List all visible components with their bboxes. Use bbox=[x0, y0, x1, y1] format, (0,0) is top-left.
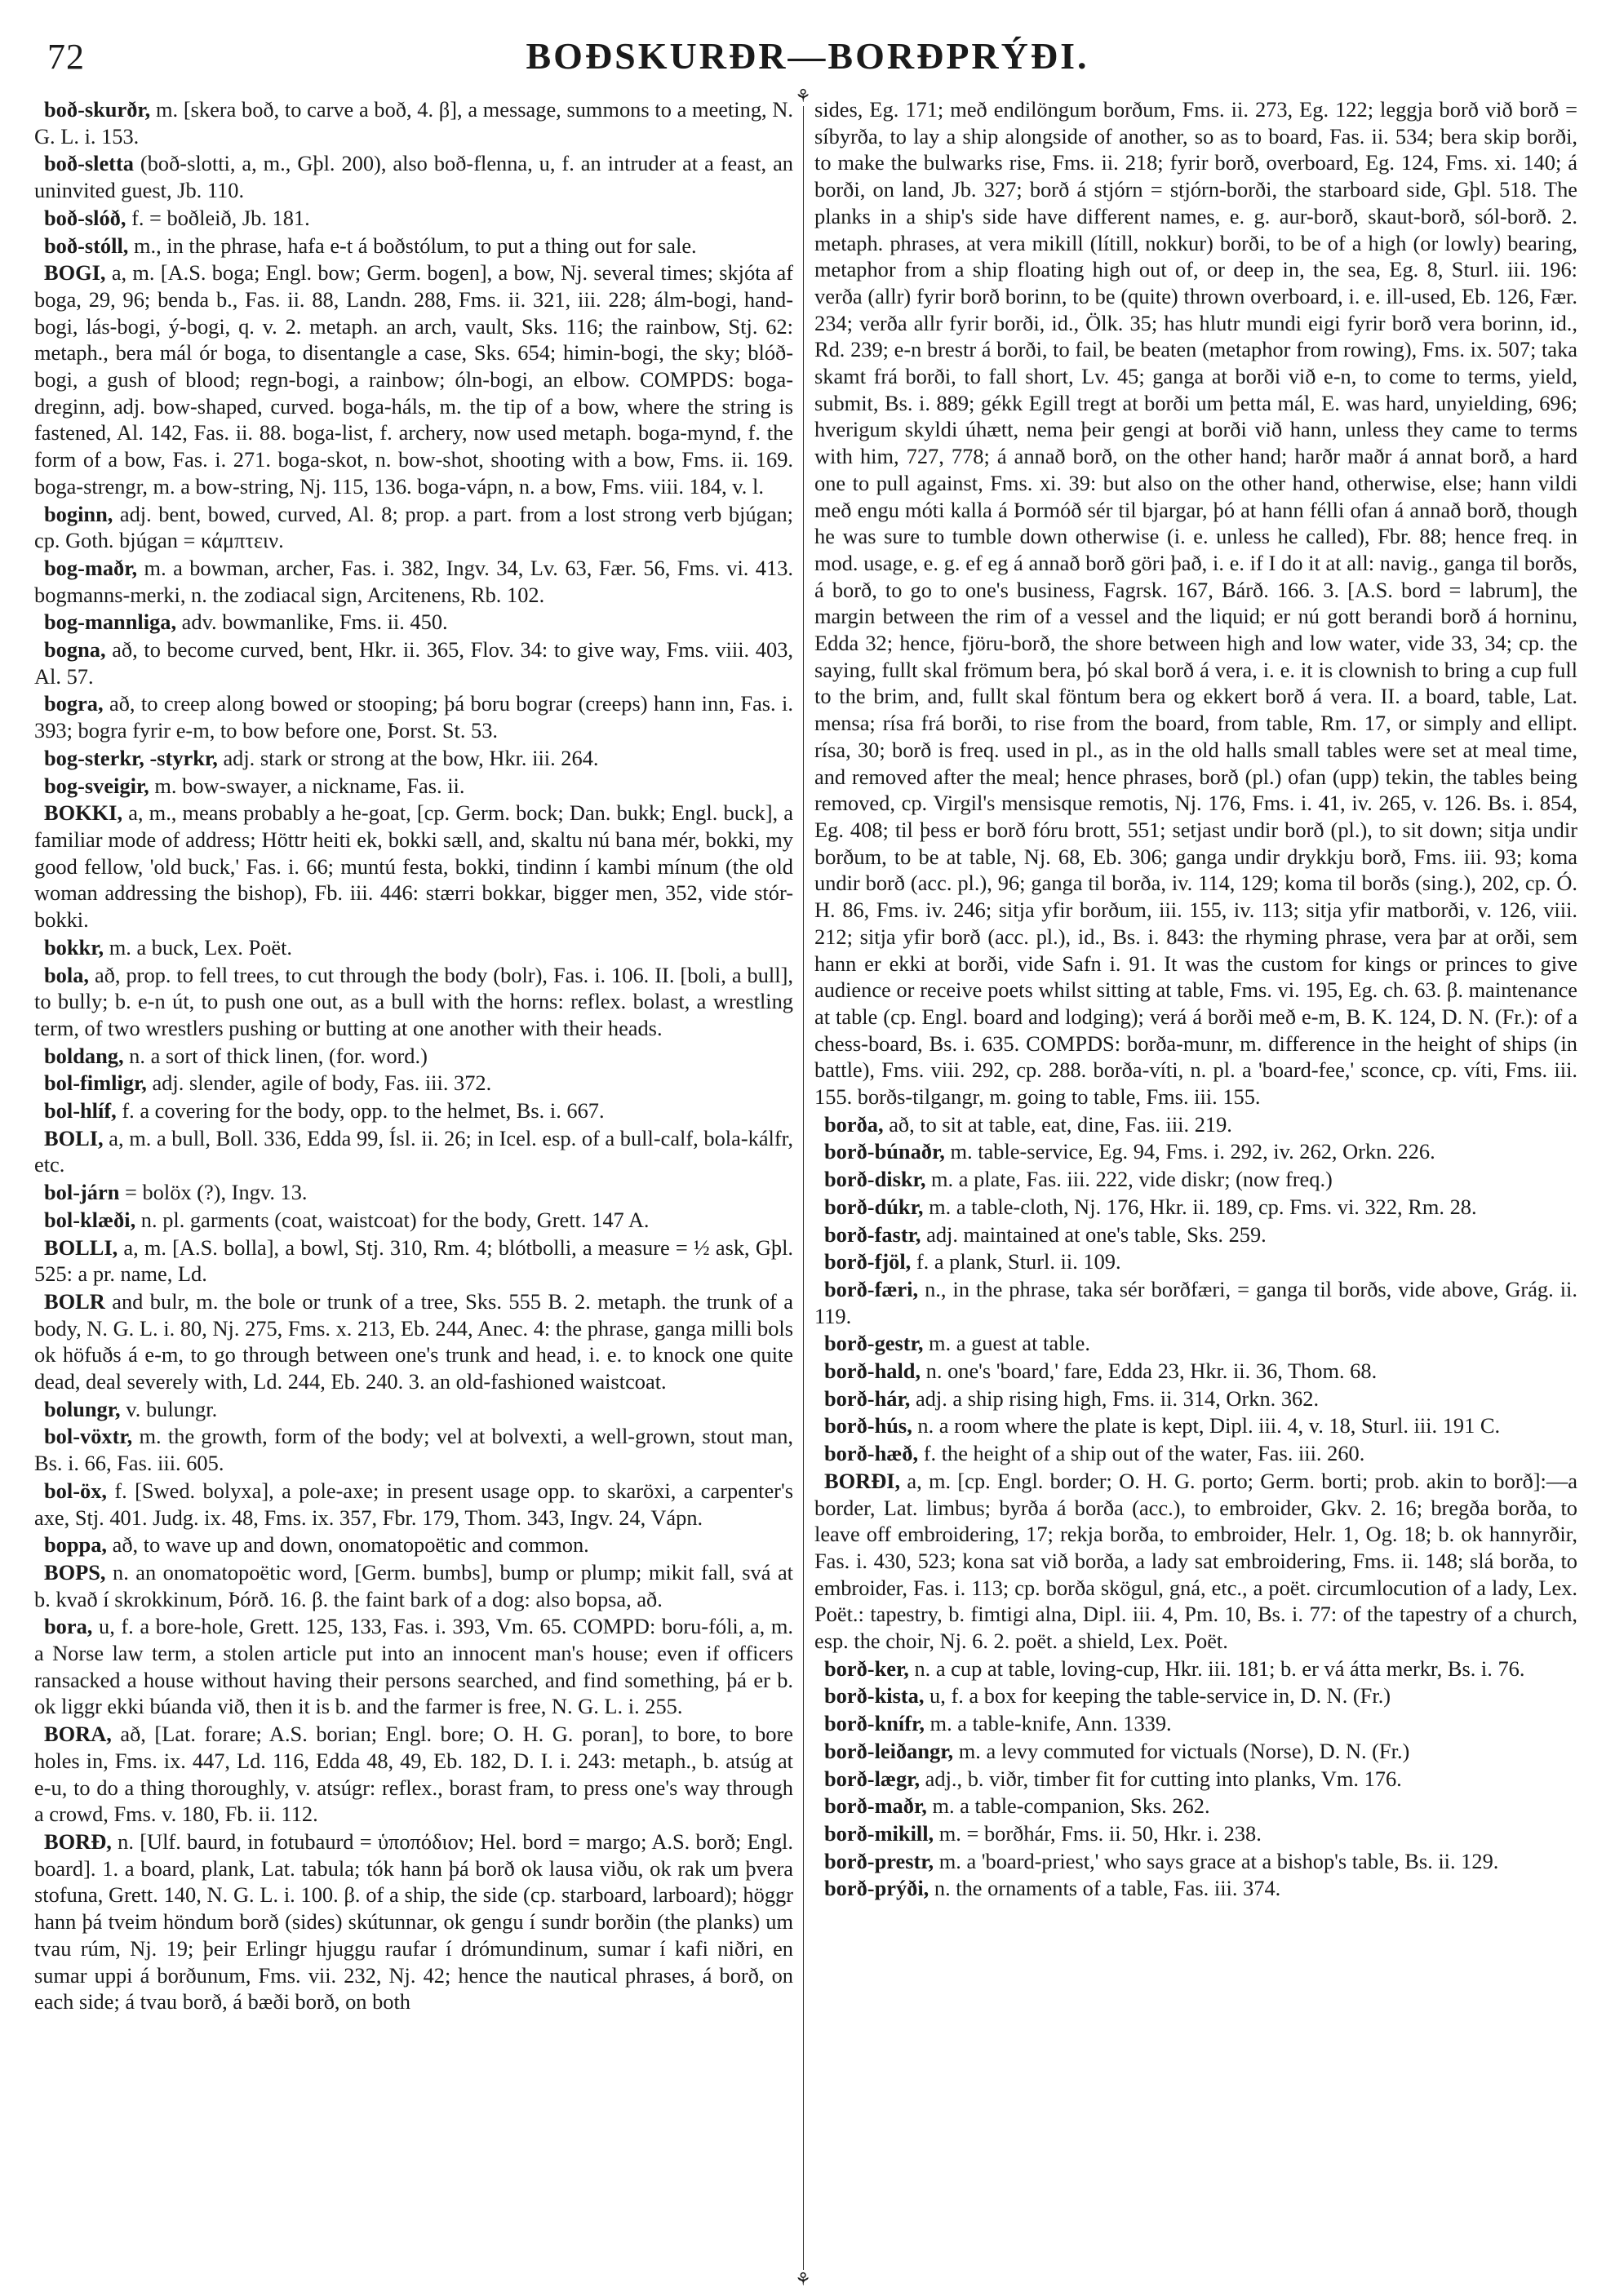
entry-definition: n., in the phrase, taka sér borðfæri, = ganga til borðs, vide above, Grág. ii. 119. bbox=[814, 1276, 1577, 1328]
dictionary-entry bbox=[34, 690, 793, 743]
entry-definition: m. the growth, form of the body; vel at bolvexti, a well-grown, stout man, Bs. i. 66, Fas. iii. 605. bbox=[34, 1424, 793, 1476]
entry-definition: n. an onomatopoëtic word, [Germ. bumbs], bump or plump; mikit fall, svá at b. kvað í skrokkinum, Þórð. 16. β. the faint bark of a dog: also bopsa, að. bbox=[34, 1559, 793, 1611]
entry-headword: boginn, bbox=[44, 501, 113, 526]
dictionary-entry bbox=[814, 1738, 1577, 1765]
entry-definition: f. a plank, Sturl. ii. 109. bbox=[916, 1249, 1121, 1274]
entry-headword: bog-mannliga, bbox=[44, 609, 177, 635]
entry-definition: m. bow-swayer, a nickname, Fas. ii. bbox=[154, 773, 465, 798]
entry-headword: borð-prýði, bbox=[824, 1876, 930, 1901]
dictionary-entry bbox=[814, 1194, 1577, 1221]
entry-headword: BORÐ, bbox=[44, 1829, 112, 1854]
entry-definition: adj. slender, agile of body, Fas. iii. 372. bbox=[152, 1070, 492, 1096]
entry-headword: borða, bbox=[824, 1111, 884, 1137]
entry-headword: bogna, bbox=[44, 637, 106, 663]
entry-headword: bol-vöxtr, bbox=[44, 1424, 133, 1449]
page-number: 72 bbox=[47, 37, 85, 77]
entry-headword: borð-knífr, bbox=[824, 1711, 925, 1736]
dictionary-entry bbox=[34, 150, 793, 203]
entry-headword: boð-skurðr, bbox=[44, 97, 151, 122]
entry-definition: m. [skera boð, to carve a boð, 4. β], a message, summons to a meeting, N. G. L. i. 153. bbox=[34, 97, 793, 148]
dictionary-entry bbox=[34, 1613, 793, 1720]
entry-headword: bol-járn bbox=[44, 1180, 120, 1205]
entry-definition: n. a cup at table, loving-cup, Hkr. iii. 181; b. er vá átta merkr, Bs. i. 76. bbox=[914, 1656, 1525, 1681]
entry-headword: borð-gestr, bbox=[824, 1331, 924, 1356]
entry-headword: borð-búnaðr, bbox=[824, 1139, 945, 1164]
entry-headword: borð-ker, bbox=[824, 1656, 909, 1681]
entry-definition: m. a guest at table. bbox=[929, 1331, 1090, 1356]
dictionary-entry bbox=[34, 636, 793, 689]
dictionary-entry bbox=[814, 1875, 1577, 1902]
entry-headword: borð-kista, bbox=[824, 1683, 925, 1709]
dictionary-entry bbox=[34, 1396, 793, 1423]
dictionary-entry bbox=[34, 1559, 793, 1612]
entry-definition: n. [Ulf. baurd, in fotubaurd = ὑποπόδιον; Hel. bord = margo; A.S. borð; Engl. board]. 1. a board, plank, Lat. tabula; tók hann þá borð ok lausa viðu, ok rak um þvera stofuna, Grett. 140, N. G. L. i. 100. β. of a ship, the side (cp. starboard, larboard); höggr hann þá tveim höndum borð (sides) skútunnar, ok gengu í sundr borðin (the planks) um tvau rúm, Nj. 19; þeir Erlingr hjuggu raufar í drómundinum, sumar í kafi niðri, en sumar uppi á borðunum, Fms. vii. 232, Nj. 42; hence the nautical phrases, á borð, on each side; á tvau borð, á bæði borð, on both bbox=[34, 1829, 793, 2015]
entry-headword: borð-leiðangr, bbox=[824, 1738, 954, 1763]
running-head: BOÐSKURÐR—BORÐPRÝÐI. bbox=[526, 35, 1089, 77]
dictionary-entry bbox=[34, 1097, 793, 1124]
entry-definition: adj., b. viðr, timber fit for cutting into planks, Vm. 176. bbox=[925, 1766, 1402, 1791]
entry-headword: boð-slóð, bbox=[44, 205, 126, 230]
dictionary-entry bbox=[814, 1358, 1577, 1385]
dictionary-entry bbox=[34, 96, 793, 149]
dictionary-entry bbox=[34, 962, 793, 1042]
dictionary-entry bbox=[814, 1385, 1577, 1412]
dictionary-entry bbox=[814, 1111, 1577, 1138]
left-column bbox=[34, 96, 793, 2283]
dictionary-entry bbox=[34, 205, 793, 232]
entry-definition: m. a table-companion, Sks. 262. bbox=[932, 1793, 1210, 1819]
entry-definition: a, m. [cp. Engl. border; O. H. G. porto; Germ. borti; prob. akin to borð]:—a border, Lat. limbus; byrða á borða (acc.), to embroider, Gkv. 2. 16; bregða borða, to leave off embroidering, 17; rekja borða, to embroider, Helr. 1, Og. 18; b. ok hannyrðir, Fas. i. 430, 523; kona sat við borða, a lady sat embroidering, Fms. ii. 148; slá borða, to embroider, Fas. i. 113; cp. borða skögul, gná, etc., a poët. circumlocution of a lady, Lex. Poët.: tapestry, b. fimtigi alna, Dipl. iii. 4, Pm. 10, Bs. i. 77: of the tapestry of a church, esp. the choir, Nj. 6. 2. poët. a shield, Lex. Poët. bbox=[814, 1468, 1577, 1654]
entry-definition: v. bulungr. bbox=[126, 1396, 218, 1421]
entry-headword: bol-klæði, bbox=[44, 1207, 136, 1232]
entry-definition: = bolöx (?), Ingv. 13. bbox=[124, 1180, 308, 1205]
entry-definition: adj. stark or strong at the bow, Hkr. iii. 264. bbox=[223, 745, 599, 770]
dictionary-entry bbox=[814, 1248, 1577, 1275]
dictionary-entry bbox=[814, 1221, 1577, 1248]
entry-definition: a, m. [A.S. boga; Engl. bow; Germ. bogen], a bow, Nj. several times; skjóta af boga, 29, 96; benda b., Fas. ii. 88, Landn. 288, Fms. ii. 321, iii. 228; álm-bogi, hand-bogi, lás-bogi, ý-bogi, q. v. 2. metaph. an arch, vault, Sks. 116; the rainbow, Stj. 62: metaph., bera mál ór boga, to disentangle a case, Sks. 654; himin-bogi, the sky; blóð-bogi, a gush of blood; regn-bogi, a rainbow; óln-bogi, an elbow. COMPDS: boga-dreginn, adj. bow-shaped, curved. boga-háls, m. the tip of a bow, where the string is fastened, Al. 142, Fas. ii. 88. boga-list, f. archery, now used metaph. boga-mynd, f. the form of a bow, Fas. i. 271. boga-skot, n. bow-shot, shooting with a bow, Fms. ii. 169. boga-strengr, m. a bow-string, Nj. 115, 136. boga-vápn, n. a bow, Fms. viii. 184, v. l. bbox=[34, 260, 793, 499]
entry-definition: n. a room where the plate is kept, Dipl. iii. 4, v. 18, Sturl. iii. 191 C. bbox=[917, 1413, 1501, 1438]
entry-headword: borð-hár, bbox=[824, 1385, 911, 1411]
dictionary-entry bbox=[814, 1656, 1577, 1682]
entry-headword: borð-hús, bbox=[824, 1413, 912, 1438]
entry-headword: borð-hæð, bbox=[824, 1441, 919, 1466]
entry-headword: borð-mikill, bbox=[824, 1821, 934, 1846]
dictionary-entry bbox=[34, 1721, 793, 1828]
entry-definition: n. the ornaments of a table, Fas. iii. 374. bbox=[934, 1876, 1281, 1901]
entry-definition: að, to creep along bowed or stooping; þá boru bograr (creeps) hann inn, Fas. i. 393; bogra fyrir e-m, to bow before one, Þorst. St. 53. bbox=[34, 691, 793, 743]
entry-headword: BOLR bbox=[44, 1288, 105, 1314]
entry-headword: BOGI, bbox=[44, 260, 106, 286]
entry-definition: adj. bent, bowed, curved, Al. 8; prop. a part. from a lost strong verb bjúgan; cp. Goth. bjúgan = κάμπτειν. bbox=[34, 501, 793, 553]
entry-definition: f. = boðleið, Jb. 181. bbox=[131, 205, 310, 230]
entry-headword: BOLI, bbox=[44, 1125, 104, 1150]
entry-definition: n. one's 'board,' fare, Edda 23, Hkr. ii. 36, Thom. 68. bbox=[925, 1359, 1378, 1384]
entry-definition: m. a buck, Lex. Poët. bbox=[109, 934, 293, 960]
entry-headword: bolungr, bbox=[44, 1396, 121, 1421]
dictionary-entry bbox=[814, 1412, 1577, 1439]
dictionary-entry bbox=[814, 1440, 1577, 1467]
dictionary-entry bbox=[34, 1288, 793, 1395]
entry-headword: bogra, bbox=[44, 691, 104, 716]
dictionary-entry bbox=[814, 1682, 1577, 1709]
entry-headword: borð-lægr, bbox=[824, 1766, 921, 1791]
entry-headword: bog-sterkr, -styrkr, bbox=[44, 745, 218, 770]
entry-definition: að, to become curved, bent, Hkr. ii. 365, Flov. 34: to give way, Fms. viii. 403, Al. 57. bbox=[34, 637, 793, 689]
entry-definition: (boð-slotti, a, m., Gþl. 200), also boð-flenna, u, f. an intruder at a feast, an uninvited guest, Jb. 110. bbox=[34, 151, 793, 203]
entry-headword: borð-hald, bbox=[824, 1359, 921, 1384]
entry-headword: boldang, bbox=[44, 1043, 124, 1068]
dictionary-entry bbox=[34, 934, 793, 961]
dictionary-entry bbox=[34, 773, 793, 800]
dictionary-entry bbox=[814, 1330, 1577, 1357]
entry-headword: BORÐI, bbox=[824, 1468, 901, 1493]
entry-headword: bol-öx, bbox=[44, 1478, 107, 1503]
entry-headword: boð-sletta bbox=[44, 151, 134, 176]
entry-headword: borð-færi, bbox=[824, 1276, 919, 1301]
entry-headword: borð-fastr, bbox=[824, 1221, 921, 1247]
entry-headword: BOPS, bbox=[44, 1559, 106, 1585]
dictionary-entry bbox=[34, 745, 793, 772]
entry-headword: BOLLI, bbox=[44, 1234, 118, 1260]
entry-headword: bog-maðr, bbox=[44, 555, 138, 580]
entry-definition: m. table-service, Eg. 94, Fms. i. 292, iv. 262, Orkn. 226. bbox=[950, 1139, 1435, 1164]
entry-definition: m. = borðhár, Fms. ii. 50, Hkr. i. 238. bbox=[938, 1821, 1262, 1846]
entry-definition: a, m. [A.S. bolla], a bowl, Stj. 310, Rm. 4; blótbolli, a measure = ½ ask, Gþl. 525: a pr. name, Ld. bbox=[34, 1234, 793, 1287]
dictionary-entry bbox=[34, 1478, 793, 1531]
entry-definition: m. a plate, Fas. iii. 222, vide diskr; (now freq.) bbox=[931, 1167, 1333, 1192]
entry-definition: m. a table-knife, Ann. 1339. bbox=[930, 1711, 1172, 1736]
dictionary-entry bbox=[34, 1207, 793, 1234]
right-column bbox=[814, 96, 1577, 2283]
entry-headword: BOKKI, bbox=[44, 800, 123, 826]
dictionary-entry bbox=[34, 1423, 793, 1476]
entry-headword: borð-diskr, bbox=[824, 1167, 926, 1192]
dictionary-entry bbox=[34, 609, 793, 636]
dictionary-entry bbox=[814, 96, 1577, 1110]
entry-headword: boppa, bbox=[44, 1532, 108, 1558]
dictionary-entry bbox=[814, 1848, 1577, 1875]
dictionary-entry bbox=[814, 1710, 1577, 1737]
dictionary-entry bbox=[814, 1820, 1577, 1847]
dictionary-entry bbox=[34, 259, 793, 499]
entry-definition: m. a 'board-priest,' who says grace at a bishop's table, Bs. ii. 129. bbox=[938, 1848, 1499, 1873]
dictionary-entry bbox=[34, 555, 793, 608]
fleuron-bottom-icon: ⚘ bbox=[793, 2270, 813, 2289]
entry-definition: adj. a ship rising high, Fms. ii. 314, Orkn. 362. bbox=[915, 1385, 1320, 1411]
entry-definition: að, prop. to fell trees, to cut through the body (bolr), Fas. i. 106. II. [boli, a bull], to bully; b. e-n út, to push one out, as a bull with the horns: reflex. bolast, a wrestling term, of two wrestlers pushing or butting at one another with their heads. bbox=[34, 962, 793, 1040]
entry-definition: f. [Swed. bolyxa], a pole-axe; in present usage opp. to skaröxi, a carpenter's axe, Stj. 401. Judg. ix. 48, Fms. ix. 357, Fbr. 179, Thom. 343, Ingv. 24, Vápn. bbox=[34, 1478, 793, 1530]
dictionary-entry bbox=[34, 1828, 793, 2015]
dictionary-entry bbox=[814, 1276, 1577, 1329]
dictionary-entry bbox=[814, 1138, 1577, 1165]
entry-definition: adj. maintained at one's table, Sks. 259. bbox=[926, 1221, 1267, 1247]
entry-headword: borð-maðr, bbox=[824, 1793, 927, 1819]
entry-definition: n. a sort of thick linen, (for. word.) bbox=[129, 1043, 428, 1068]
entry-headword: borð-fjöl, bbox=[824, 1249, 912, 1274]
dictionary-entry bbox=[34, 233, 793, 259]
entry-definition: f. the height of a ship out of the water, Fas. iii. 260. bbox=[923, 1441, 1365, 1466]
dictionary-entry bbox=[34, 1179, 793, 1206]
entry-definition: u, f. a bore-hole, Grett. 125, 133, Fas. i. 393, Vm. 65. COMPD: boru-fóli, a, m. a Norse law term, a stolen article put into an innocent man's house; even if officers ransacked a house without having their persons searched, and find something, þá er b. ok liggr ekki búanda við, then it is b. and the farmer is free, N. G. L. i. 255. bbox=[34, 1614, 793, 1719]
entry-headword: bokkr, bbox=[44, 934, 104, 960]
entry-headword: borð-dúkr, bbox=[824, 1194, 924, 1219]
dictionary-entry bbox=[814, 1766, 1577, 1793]
entry-definition: adv. bowmanlike, Fms. ii. 450. bbox=[181, 609, 448, 635]
entry-definition: m., in the phrase, hafa e-t á boðstólum, to put a thing out for sale. bbox=[133, 233, 697, 258]
column-divider bbox=[803, 95, 804, 2278]
entry-headword: boð-stóll, bbox=[44, 233, 129, 258]
entry-definition: að, to wave up and down, onomatopoëtic and common. bbox=[112, 1532, 589, 1558]
dictionary-entry bbox=[34, 1234, 793, 1288]
entry-headword: bol-hlíf, bbox=[44, 1098, 117, 1124]
dictionary-entry bbox=[34, 1070, 793, 1097]
entry-definition: að, [Lat. forare; A.S. borian; Engl. bore; O. H. G. poran], to bore, to bore holes in, Fms. ix. 447, Ld. 116, Edda 48, 49, Eb. 182, D. I. i. 243: metaph., b. atsúg at e-u, to do a thing thoroughly, v. atsúgr: reflex., borast fram, to press one's way through a crowd, Fms. v. 180, Fb. ii. 112. bbox=[34, 1722, 793, 1827]
entry-definition: f. a covering for the body, opp. to the helmet, Bs. i. 667. bbox=[122, 1098, 605, 1124]
entry-definition: sides, Eg. 171; með endilöngum borðum, Fms. ii. 273, Eg. 122; leggja borð við borð = síbyrða, to lay a ship alongside of another, so as to board, Fas. ii. 534; bera skip borði, to make the bulwarks rise, Fms. ii. 218; fyrir borð, overboard, Eg. 124, Fms. xi. 140; á borði, on land, Jb. 327; borð á stjórn = stjórn-borði, the starboard side, Gþl. 518. The planks in a ship's side have different names, e. g. aur-borð, skaut-borð, sól-borð. 2. metaph. phrases, at vera mikill (lítill, nokkur) borði, to be of a high (or lowly) bearing, metaphor from a ship floating high out of, or deep in, the sea, Eg. 8, Sturl. iii. 196: verða (allr) fyrir borð borinn, to be (quite) thrown overboard, i. e. ill-used, Eb. 126, Fær. 234; verða allr fyrir borði, id., Ölk. 35; has hlutr mundi eigi fyrir borð vera borinn, id., Rd. 239; e-n brestr á borði, to fail, be beaten (metaphor from rowing), Fms. ix. 507; taka skamt frá borði, to fall short, Lv. 45; ganga at borði við e-n, to come to terms, yield, submit, Bs. i. 889; gékk Egill tregt at borði um þetta mál, E. was hard, unyielding, 696; hverigum skyldi úhætt, nema þeir gengi at borði við hann, unless they came to terms with him, 727, 778; á annað borð, on the other hand; harðr maðr á annat borð, a hard one to pull against, Fms. xi. 39: but also on the other hand, otherwise, else; hann vildi með engu móti kalla á Þormóð sér til bjargar, þó at hann félli ofan á annað borð, though he was sure to tumble down otherwise (i. e. unless he called), Fbr. 88; hence freq. in mod. usage, e. g. ef eg á annað borð göri það, i. e. if I do it at all: navig., ganga til borðs, á borð, to go to one's business, Fagrsk. 167, Bárð. 166. 3. [A.S. bord = labrum], the margin between the rim of a vessel and the liquid; er nú gott berandi borð á horninu, Edda 32; hence, fjöru-borð, the shore between high and low water, vide 33, 34; cp. the saying, fullt skal frömum bera, þó skal borð á vera, i. e. it is clownish to bring a cup full to the brim, and, fullt skal föntum bera og ekkert borð á vera. II. a board, table, Lat. mensa; rísa frá borði, to rise from the board, from table, Rm. 17, or simply and ellipt. rísa, 30; borð is freq. used in pl., as in the old halls small tables were set at meal time, and removed after the meal; hence phrases, borð (pl.) ofan (upp) tekin, the tables being removed, cp. Virgil's mensisque remotis, Nj. 176, Fms. i. 41, iv. 265, v. 126. Bs. i. 854, Eg. 408; til þess er borð fóru brott, 551; setjast undir borð (pl.), to sit down; sitja undir borðum, to be at table, Nj. 68, Eb. 306; ganga undir drykkju borð, Fms. iii. 93; koma undir borð (acc. pl.), 96; ganga til borða, iv. 114, 129; koma til borðs (sing.), 202, cp. Ó. H. 86, Fms. iv. 246; sitja yfir borðum, iii. 155, iv. 113; sitja yfir matborði, v. 126, viii. 212; sitja yfir borð (acc. pl.), id., Bs. i. 843: the rhyming phrase, vera þar at orði, sem hann er ekki at borði, vide Safn i. 91. It was the custom for kings or princes to give audience or receive poets whilst sitting at table, Fms. vi. 195, Eg. ch. 63. β. maintenance at table (cp. Engl. board and lodging); verá á borði með e-m, B. K. 124, D. N. (Fr.): of a chess-board, Bs. i. 635. COMPDS: borða-munr, m. difference in the height of ships (in battle), Fms. viii. 292, cp. 288. borða-víti, n. pl. a 'board-fee,' sconce, cp. víti, Fms. iii. 155. borðs-tilgangr, m. going to table, Fms. iii. 155. bbox=[814, 97, 1577, 1110]
entry-definition: a, m. a bull, Boll. 336, Edda 99, Ísl. ii. 26; in Icel. esp. of a bull-calf, bola-kálfr, etc. bbox=[34, 1125, 793, 1177]
dictionary-entry bbox=[34, 1531, 793, 1558]
entry-definition: að, to sit at table, eat, dine, Fas. iii. 219. bbox=[889, 1111, 1232, 1137]
dictionary-entry bbox=[34, 800, 793, 933]
entry-definition: m. a levy commuted for victuals (Norse), D. N. (Fr.) bbox=[958, 1738, 1410, 1763]
entry-headword: bol-fimligr, bbox=[44, 1070, 147, 1096]
fleuron-top-icon: ⚘ bbox=[793, 86, 813, 106]
entry-definition: a, m., means probably a he-goat, [cp. Germ. bock; Dan. bukk; Engl. buck], a familiar mode of address; Höttr heiti ek, bokki sæll, and, skaltu nú bana mér, bokki, my good fellow, 'old buck,' Fas. i. 66; muntú festa, bokki, tindinn í kambi mínum (the old woman addressing the bishop), Fb. iii. 446: stærri bokkar, bigger men, 352, vide stór-bokki. bbox=[34, 800, 793, 933]
entry-headword: bola, bbox=[44, 962, 89, 987]
dictionary-entry bbox=[814, 1793, 1577, 1820]
dictionary-entry bbox=[34, 1043, 793, 1070]
dictionary-entry bbox=[814, 1468, 1577, 1655]
entry-headword: BORA, bbox=[44, 1722, 112, 1747]
entry-definition: and bulr, m. the bole or trunk of a tree, Sks. 555 B. 2. metaph. the trunk of a body, N. G. L. i. 80, Nj. 275, Fms. x. 213, Eb. 244, Anec. 4: the phrase, ganga milli bols ok höfuðs á e-m, to go through between one's trunk and head, i. e. to knock one quite dead, deal severely with, Ld. 244, Eb. 240. 3. an old-fashioned waistcoat. bbox=[34, 1288, 793, 1394]
dictionary-entry bbox=[814, 1166, 1577, 1193]
entry-definition: n. pl. garments (coat, waistcoat) for the body, Grett. 147 A. bbox=[140, 1207, 650, 1232]
entry-headword: bog-sveigir, bbox=[44, 773, 149, 798]
entry-headword: borð-prestr, bbox=[824, 1848, 934, 1873]
dictionary-entry bbox=[34, 501, 793, 554]
entry-definition: m. a bowman, archer, Fas. i. 382, Ingv. 34, Lv. 63, Fær. 56, Fms. vi. 413. bogmanns-merki, n. the zodiacal sign, Arcitenens, Rb. 102. bbox=[34, 555, 793, 607]
entry-definition: m. a table-cloth, Nj. 176, Hkr. ii. 189, cp. Fms. vi. 322, Rm. 28. bbox=[929, 1194, 1477, 1219]
entry-definition: u, f. a box for keeping the table-service in, D. N. (Fr.) bbox=[930, 1683, 1391, 1709]
entry-headword: bora, bbox=[44, 1614, 93, 1639]
dictionary-entry bbox=[34, 1125, 793, 1178]
